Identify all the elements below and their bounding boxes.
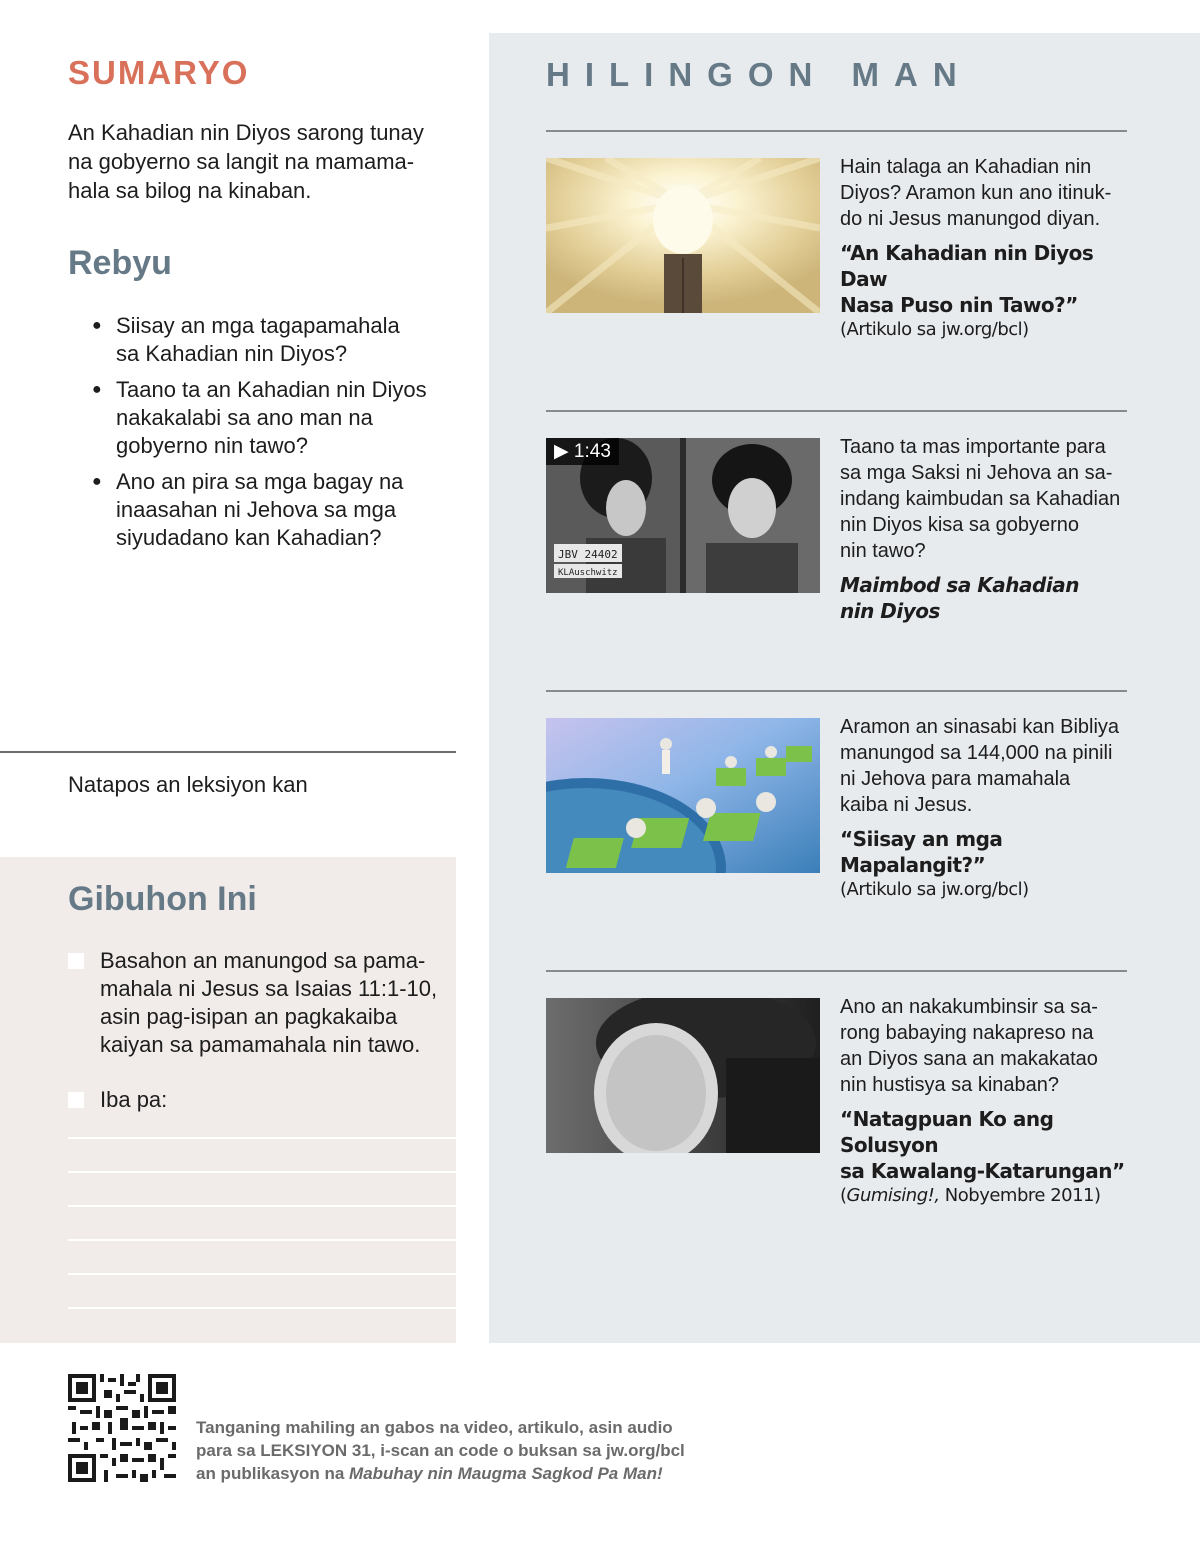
write-line[interactable] [68,1239,456,1241]
list-item: ● Siisay an mga tagapamahala sa Kahadian nin Diyos? [92,313,400,366]
photo-tag-number: JBV 24402 [558,548,618,561]
article-link[interactable]: “Siisay an mga Mapalangit?” [840,827,1003,877]
divider [546,410,1127,412]
article-link[interactable]: “An Kahadian nin Diyos Daw Nasa Puso nin Tawo?” [840,241,1094,317]
checkbox[interactable] [68,953,84,969]
footer-text: Tanganing mahiling an gabos na video, artikulo, asin audio para sa LEKSIYON 31, i-scan an code o buksan sa jw.org/bcl an publikasyon na Mabuhay nin Maugma Sagkod Pa Man! [196,1418,685,1483]
write-line[interactable] [68,1307,456,1309]
list-item: ● Ano an pira sa mga bagay na inaasahan ni Jehova sa mga siyudadano kan Kahadian? [92,469,404,550]
write-line[interactable] [68,1137,456,1139]
task-item-read-isaiah: Basahon an manungod sa pama- mahala ni Jesus sa Isaias 11:1-10, asin pag-isipan an pagkakaiba kaiyan sa pamamahala nin tawo. [68,947,438,1059]
photo-tag-place: KLAuschwitz [558,568,618,578]
woman-portrait-image [546,998,820,1153]
write-line[interactable] [68,1273,456,1275]
bullet-icon: ● [92,317,102,334]
heavenly-thrones-image [546,718,820,873]
video-link[interactable]: Maimbod sa Kahadian nin Diyos [840,573,1079,623]
divider [546,130,1127,132]
see-also-item: Taano ta mas importante para sa mga Saksi ni Jehova an sa- indang kaimbudan sa Kahadian nin Diyos kisa sa gobyerno nin tawo? Maimbod sa Kahadian nin Diyos [840,434,1130,624]
article-link[interactable]: “Natagpuan Ko ang Solusyon sa Kawalang-Katarungan” [840,1107,1125,1183]
divider [0,751,456,753]
see-also-heading: HILINGON MAN [546,56,972,93]
article-thumbnail-justice[interactable] [546,998,820,1153]
write-line[interactable] [68,1171,456,1173]
review-heading: Rebyu [68,244,172,282]
see-also-item: Ano an nakakumbinsir sa sa- rong babaying nakapreso na an Diyos sana an makakatao nin hustisya sa kinaban? “Natagpuan Ko ang Solusyon sa Kawalang-Katarungan” (Gumising!, Nobyembre 2011) [840,994,1130,1208]
see-also-item: Hain talaga an Kahadian nin Diyos? Aramon kun ano itinuk- do ni Jesus manungod diyan. “An Kahadian nin Diyos Daw Nasa Puso nin Tawo?” (Artikulo sa jw.org/bcl) [840,154,1130,342]
article-thumbnail-heavenly[interactable] [546,718,820,873]
play-icon: ▶ [554,441,569,462]
summary-heading: SUMARYO [68,54,250,91]
divider [546,970,1127,972]
radiant-man-image [546,158,820,313]
task-item-other: Iba pa: [68,1086,438,1114]
list-item: ● Taano ta an Kahadian nin Diyos nakakalabi sa ano man na gobyerno nin tawo? [92,377,427,458]
review-list [92,312,452,560]
checkbox[interactable] [68,1092,84,1108]
bullet-icon: ● [92,473,102,490]
video-thumbnail-faithful[interactable] [546,438,820,593]
task-heading: Gibuhon Ini [68,880,257,918]
qr-code-icon[interactable] [68,1374,176,1482]
article-thumbnail-kingdom-heart[interactable] [546,158,820,313]
video-duration-badge: ▶ 1:43 [546,438,619,465]
bullet-icon: ● [92,381,102,398]
lesson-finished-label: Natapos an leksiyon kan [68,772,308,797]
write-line[interactable] [68,1205,456,1207]
see-also-item: Aramon an sinasabi kan Bibliya manungod sa 144,000 na pinili ni Jehova para mamahala kaiba ni Jesus. “Siisay an mga Mapalangit?” (Artikulo sa jw.org/bcl) [840,714,1130,902]
divider [546,690,1127,692]
summary-text: An Kahadian nin Diyos sarong tunay na gobyerno sa langit na mamama- hala sa bilog na kinaban. [68,120,424,203]
